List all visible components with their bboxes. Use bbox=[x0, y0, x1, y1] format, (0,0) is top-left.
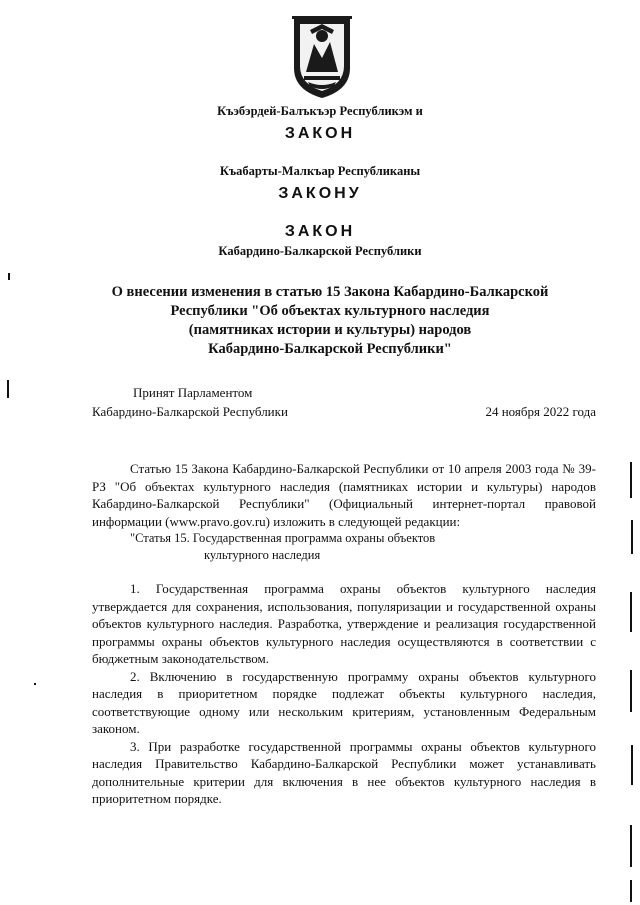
scan-mark bbox=[7, 380, 9, 398]
article-paragraph: 3. При разработке государственной программы охраны объектов культурного наследия Правительство Кабардино-Балкарской Республики может устанавливать дополнительные критерии для включения в нее объектов культурного наследия в приоритетном порядке. bbox=[92, 738, 596, 806]
scan-mark bbox=[630, 462, 632, 498]
scan-mark bbox=[631, 520, 633, 554]
title-line: (памятниках истории и культуры) народов bbox=[188, 322, 472, 338]
title-line: Кабардино-Балкарской Республики" bbox=[208, 341, 452, 357]
article-heading-line: "Статья 15. Государственная программа охраны объектов bbox=[130, 531, 436, 545]
intro-paragraph bbox=[92, 460, 596, 530]
header-line-balkar: Къабарты-Малкъар Республиканы bbox=[219, 164, 421, 178]
scan-mark bbox=[630, 592, 632, 632]
header-line-russian: Кабардино-Балкарской Республики bbox=[218, 244, 422, 258]
scan-mark bbox=[630, 825, 632, 867]
scan-mark bbox=[8, 273, 10, 280]
article-body bbox=[92, 580, 596, 808]
law-title-russian: ЗАКОН bbox=[284, 223, 356, 240]
scan-mark bbox=[630, 880, 632, 902]
header-line-kabardian: Къэбэрдей-Балъкъэр Республикэм и bbox=[217, 104, 423, 118]
document-title bbox=[100, 283, 560, 359]
scan-mark bbox=[631, 745, 633, 785]
adopted-republic: Кабардино-Балкарской Республики bbox=[92, 404, 288, 419]
law-title-kabardian: ЗАКОН bbox=[284, 125, 356, 142]
article-paragraph: 1. Государственная программа охраны объектов культурного наследия утверждается для сохранения, использования, популяризации и государственной охраны объектов культурного наследия. Разработка, утверждение и реализация государственной программы охраны объектов культурного наследия осуществляются в соответствии с бюджетным законодательством. bbox=[92, 581, 596, 666]
title-line: О внесении изменения в статью 15 Закона Кабардино-Балкарской bbox=[111, 284, 549, 300]
coat-of-arms-emblem bbox=[288, 14, 356, 100]
article-paragraph: 2. Включению в государственную программу охраны объектов культурного наследия в приоритетном порядке подлежат объекты культурного наследия, соответствующие одному или нескольким критериям, установленным Федеральным законом. bbox=[92, 668, 596, 736]
article-heading bbox=[130, 530, 435, 564]
scan-mark bbox=[630, 670, 632, 712]
intro-text: Статью 15 Закона Кабардино-Балкарской Республики от 10 апреля 2003 года № 39-РЗ "Об объектах культурного наследия (памятниках истории и культуры) народов Кабардино-Балкарской Республики" (Официальный интернет-портал правовой информации (www.pravo.gov.ru) изложить в следующей редакции: bbox=[92, 461, 596, 529]
law-title-balkar: ЗАКОНУ bbox=[278, 185, 362, 202]
title-line: Республики "Об объектах культурного наследия bbox=[170, 303, 490, 319]
adoption-date: 24 ноября 2022 года bbox=[485, 404, 596, 419]
article-heading-line: культурного наследия bbox=[204, 548, 321, 562]
scan-mark bbox=[34, 683, 36, 685]
adopted-by: Принят Парламентом bbox=[133, 385, 253, 400]
